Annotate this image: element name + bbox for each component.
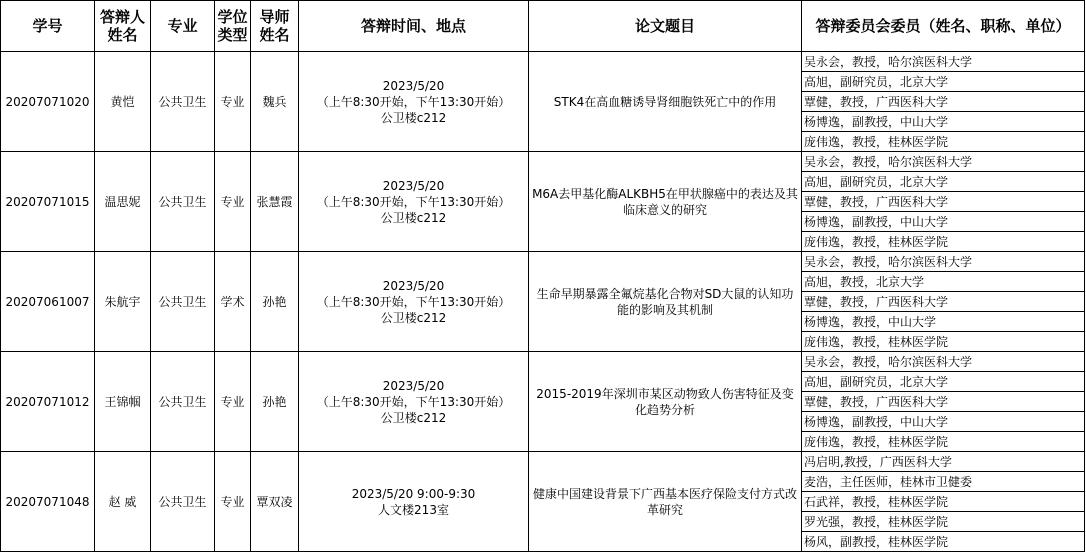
defense-time: （上午8:30开始，下午13:30开始） [316,194,511,209]
degree-type-cell: 专业 [215,452,251,552]
table-row [1,52,1085,72]
student-id-cell: 20207071015 [1,152,95,252]
student-id-cell: 20207071020 [1,52,95,152]
student-id-cell: 20207061007 [1,252,95,352]
committee-member: 吴永会，教授，哈尔滨医科大学 [802,352,1085,372]
header-supervisor: 导师 姓名 [251,1,299,52]
time-place-cell [299,52,529,152]
defense-time: （上午8:30开始，下午13:30开始） [316,394,511,409]
supervisor-cell: 魏兵 [251,52,299,152]
student-name-cell: 黄恺 [95,52,151,152]
time-place-cell [299,252,529,352]
table-row [1,352,1085,372]
thesis-title-cell: 健康中国建设背景下广西基本医疗保险支付方式改革研究 [529,452,802,552]
committee-member: 杨博逸，副教授，中山大学 [802,212,1085,232]
defense-place: 公卫楼c212 [380,110,447,125]
student-id-cell: 20207071012 [1,352,95,452]
defense-place: 人文楼213室 [378,502,449,517]
major-cell: 公共卫生 [151,352,215,452]
student-name-cell: 王锦帼 [95,352,151,452]
header-student-id: 学号 [1,1,95,52]
table-row [1,252,1085,272]
defense-place: 公卫楼c212 [380,210,447,225]
student-name-cell: 朱航宇 [95,252,151,352]
defense-date: 2023/5/20 [382,378,445,393]
committee-member: 高旭，副研究员，北京大学 [802,72,1085,92]
header-row [1,1,1085,52]
degree-type-cell: 专业 [215,52,251,152]
header-thesis: 论文题目 [529,1,802,52]
thesis-title-cell: 生命早期暴露全氟烷基化合物对SD大鼠的认知功能的影响及其机制 [529,252,802,352]
supervisor-cell: 孙艳 [251,352,299,452]
header-time-place: 答辩时间、地点 [299,1,529,52]
table-row [1,152,1085,172]
time-place-cell [299,152,529,252]
major-cell: 公共卫生 [151,452,215,552]
committee-member: 覃健，教授，广西医科大学 [802,392,1085,412]
major-cell: 公共卫生 [151,252,215,352]
defense-date-time: 2023/5/20 9:00-9:30 [351,486,476,501]
committee-member: 冯启明,教授，广西医科大学 [802,452,1085,472]
header-major: 专业 [151,1,215,52]
student-name-cell: 赵 威 [95,452,151,552]
degree-type-cell: 专业 [215,352,251,452]
student-name-cell: 温思妮 [95,152,151,252]
defense-time: （上午8:30开始，下午13:30开始） [316,294,511,309]
defense-date: 2023/5/20 [382,278,445,293]
committee-member: 吴永会，教授，哈尔滨医科大学 [802,152,1085,172]
header-committee: 答辩委员会委员（姓名、职称、单位） [802,1,1085,52]
table-row [1,452,1085,472]
committee-member: 覃健，教授，广西医科大学 [802,292,1085,312]
thesis-title-cell: M6A去甲基化酶ALKBH5在甲状腺癌中的表达及其临床意义的研究 [529,152,802,252]
committee-member: 庞伟逸，教授，桂林医学院 [802,132,1085,152]
committee-member: 庞伟逸，教授，桂林医学院 [802,232,1085,252]
committee-member: 覃健，教授，广西医科大学 [802,92,1085,112]
committee-member: 吴永会，教授，哈尔滨医科大学 [802,52,1085,72]
major-cell: 公共卫生 [151,52,215,152]
committee-member: 庞伟逸，教授，桂林医学院 [802,432,1085,452]
degree-type-cell: 专业 [215,152,251,252]
defense-place: 公卫楼c212 [380,310,447,325]
supervisor-cell: 张慧霞 [251,152,299,252]
committee-member: 吴永会，教授，哈尔滨医科大学 [802,252,1085,272]
defense-date: 2023/5/20 [382,78,445,93]
committee-member: 高旭，副研究员，北京大学 [802,372,1085,392]
defense-time: （上午8:30开始，下午13:30开始） [316,94,511,109]
committee-member: 杨博逸，副教授，中山大学 [802,412,1085,432]
committee-member: 庞伟逸，教授，桂林医学院 [802,332,1085,352]
supervisor-cell: 孙艳 [251,252,299,352]
committee-member: 高旭，副研究员，北京大学 [802,172,1085,192]
committee-member: 杨博逸，副教授，中山大学 [802,112,1085,132]
supervisor-cell: 覃双凌 [251,452,299,552]
thesis-title-cell: STK4在高血糖诱导肾细胞铁死亡中的作用 [529,52,802,152]
defense-place: 公卫楼c212 [380,410,447,425]
thesis-title-cell: 2015-2019年深圳市某区动物致人伤害特征及变化趋势分析 [529,352,802,452]
header-degree-type: 学位 类型 [215,1,251,52]
defense-date: 2023/5/20 [382,178,445,193]
student-id-cell: 20207071048 [1,452,95,552]
degree-type-cell: 学术 [215,252,251,352]
committee-member: 麦浩，主任医师，桂林市卫健委 [802,472,1085,492]
header-name: 答辩人 姓名 [95,1,151,52]
committee-member: 石武祥，教授，桂林医学院 [802,492,1085,512]
committee-member: 杨风，副教授，桂林医学院 [802,532,1085,552]
committee-member: 高旭，教授，北京大学 [802,272,1085,292]
committee-member: 覃健，教授，广西医科大学 [802,192,1085,212]
committee-member: 罗光强，教授，桂林医学院 [802,512,1085,532]
time-place-cell [299,352,529,452]
committee-member: 杨博逸，教授，中山大学 [802,312,1085,332]
time-place-cell [299,452,529,552]
major-cell: 公共卫生 [151,152,215,252]
